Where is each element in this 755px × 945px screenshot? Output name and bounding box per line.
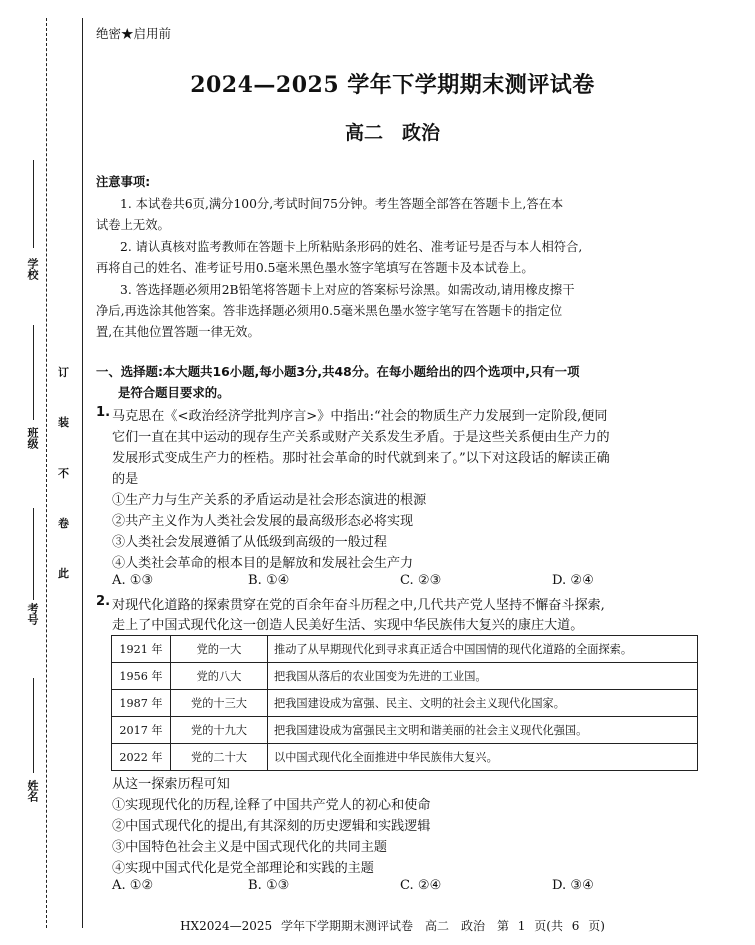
q2-option-b: B. ①③ [248, 878, 290, 893]
table-cell-desc: 把我国建设成为富强民主文明和谐美丽的社会主义现代化强国。 [268, 717, 698, 744]
q2-statement-2: ②中国式现代化的提出,有其深刻的历史逻辑和实践逻辑 [112, 819, 431, 834]
table-row [112, 690, 698, 717]
q2-option-a: A. ①② [112, 878, 154, 893]
seal-char-zhuang: 装 [58, 416, 69, 429]
q2-option-c: C. ②④ [400, 878, 442, 893]
q2-stem-line2: 走上了中国式现代化这一创造人民美好生活、实现中华民族伟大复兴的康庄大道。 [112, 618, 584, 633]
class-fill-line [33, 325, 34, 420]
table-cell-year: 1956 年 [112, 663, 171, 690]
seal-char-bu: 不 [58, 467, 69, 480]
q2-option-d: D. ③④ [552, 878, 594, 893]
page-footer: HX2024—2025 学年下学期期末测评试卷 高二 政治 第 1 页(共 6 页) [180, 919, 605, 933]
table-cell-event: 党的一大 [171, 636, 268, 663]
q1-stem-line3: 发展形式变成生产力的桎梏。那时社会革命的时代就到来了。”以下对这段话的解读正确 [112, 451, 610, 466]
table-cell-event: 党的十三大 [171, 690, 268, 717]
table-cell-desc: 把我国建设成为富强、民主、文明的社会主义现代化国家。 [268, 690, 698, 717]
table-cell-event: 党的十九大 [171, 717, 268, 744]
q1-stem-line2: 它们一直在其中运动的现存生产关系或财产关系发生矛盾。于是这些关系便由生产力的 [112, 430, 610, 445]
note-2-line-1: 2. 请认真核对监考教师在答题卡上所粘贴条形码的姓名、准考证号是否与本人相符合, [120, 240, 583, 254]
secrecy-tag: 绝密★启用前 [96, 26, 172, 41]
q1-option-c: C. ②③ [400, 573, 442, 588]
note-1-line-2: 试卷上无效。 [96, 218, 170, 232]
q1-stem-line4: 的是 [112, 472, 139, 487]
section1-heading-line2: 是符合题目要求的。 [118, 385, 230, 400]
exam-no-label: 考号 [26, 603, 39, 625]
seal-dashed-line [46, 18, 47, 928]
table-row [112, 717, 698, 744]
table-cell-year: 2022 年 [112, 744, 171, 771]
q2-statement-1: ①实现现代化的历程,诠释了中国共产党人的初心和使命 [112, 798, 431, 813]
table-cell-event: 党的八大 [171, 663, 268, 690]
table-cell-year: 1987 年 [112, 690, 171, 717]
exam-subtitle: 高二 政治 [344, 122, 440, 144]
q2-stem-line1: 对现代化道路的探索贯穿在党的百余年奋斗历程之中,几代共产党人坚持不懈奋斗探索, [112, 598, 605, 613]
table-cell-desc: 把我国从落后的农业国变为先进的工业国。 [268, 663, 698, 690]
q2-number: 2. [96, 594, 111, 609]
class-label: 班级 [26, 427, 39, 449]
table-cell-desc: 推动了从早期现代化到寻求真正适合中国国情的现代化道路的全面探索。 [268, 636, 698, 663]
q2-lead: 从这一探索历程可知 [112, 777, 230, 792]
seal-char-juan: 卷 [58, 517, 69, 530]
margin-solid-line [82, 18, 83, 928]
note-3-line-1: 3. 答选择题必须用2B铅笔将答题卡上对应的答案标号涂黑。如需改动,请用橡皮擦干 [120, 283, 575, 297]
seal-char-ci: 此 [58, 567, 69, 580]
q2-statement-4: ④实现中国式代化是党全部理论和实践的主题 [112, 861, 374, 876]
table-row [112, 636, 698, 663]
exam-title: 2024—2025 学年下学期期末测评试卷 [190, 72, 595, 98]
note-3-line-2: 净后,再选涂其他答案。答非选择题必须用0.5毫米黑色墨水签字笔写在答题卡的指定位 [96, 304, 563, 318]
q1-statement-1: ①生产力与生产关系的矛盾运动是社会形态演进的根源 [112, 493, 427, 508]
note-1-line-1: 1. 本试卷共6页,满分100分,考试时间75分钟。考生答题全部答在答题卡上,答在本 [120, 197, 564, 211]
q1-option-a: A. ①③ [112, 573, 154, 588]
notes-heading: 注意事项: [96, 175, 151, 189]
table-cell-year: 2017 年 [112, 717, 171, 744]
table-row [112, 744, 698, 771]
q1-option-b: B. ①④ [248, 573, 290, 588]
section1-heading-line1: 一、选择题:本大题共16小题,每小题3分,共48分。在每小题给出的四个选项中,只有一项 [96, 364, 580, 379]
table-cell-desc: 以中国式现代化全面推进中华民族伟大复兴。 [268, 744, 698, 771]
school-fill-line [33, 160, 34, 248]
note-2-line-2: 再将自己的姓名、准考证号用0.5毫米黑色墨水签字笔填写在答题卡及本试卷上。 [96, 261, 534, 275]
name-label: 姓名 [26, 780, 39, 802]
school-label: 学校 [26, 258, 39, 280]
seal-char-ding: 订 [58, 366, 69, 379]
exam-no-fill-line [33, 508, 34, 600]
q1-statement-2: ②共产主义作为人类社会发展的最高级形态必将实现 [112, 514, 414, 529]
q1-statement-3: ③人类社会发展遵循了从低级到高级的一般过程 [112, 535, 387, 550]
table-cell-year: 1921 年 [112, 636, 171, 663]
q2-statement-3: ③中国特色社会主义是中国式现代化的共同主题 [112, 840, 387, 855]
q1-option-d: D. ②④ [552, 573, 594, 588]
table-row [112, 663, 698, 690]
note-3-line-3: 置,在其他位置答题一律无效。 [96, 325, 260, 339]
q1-stem-line1: 马克思在《<政治经济学批判序言>》中指出:“社会的物质生产力发展到一定阶段,便同 [112, 409, 608, 424]
q2-timeline-table [111, 635, 698, 771]
q1-statement-4: ④人类社会革命的根本目的是解放和发展社会生产力 [112, 556, 414, 571]
q1-number: 1. [96, 405, 111, 420]
table-cell-event: 党的二十大 [171, 744, 268, 771]
name-fill-line [33, 678, 34, 773]
